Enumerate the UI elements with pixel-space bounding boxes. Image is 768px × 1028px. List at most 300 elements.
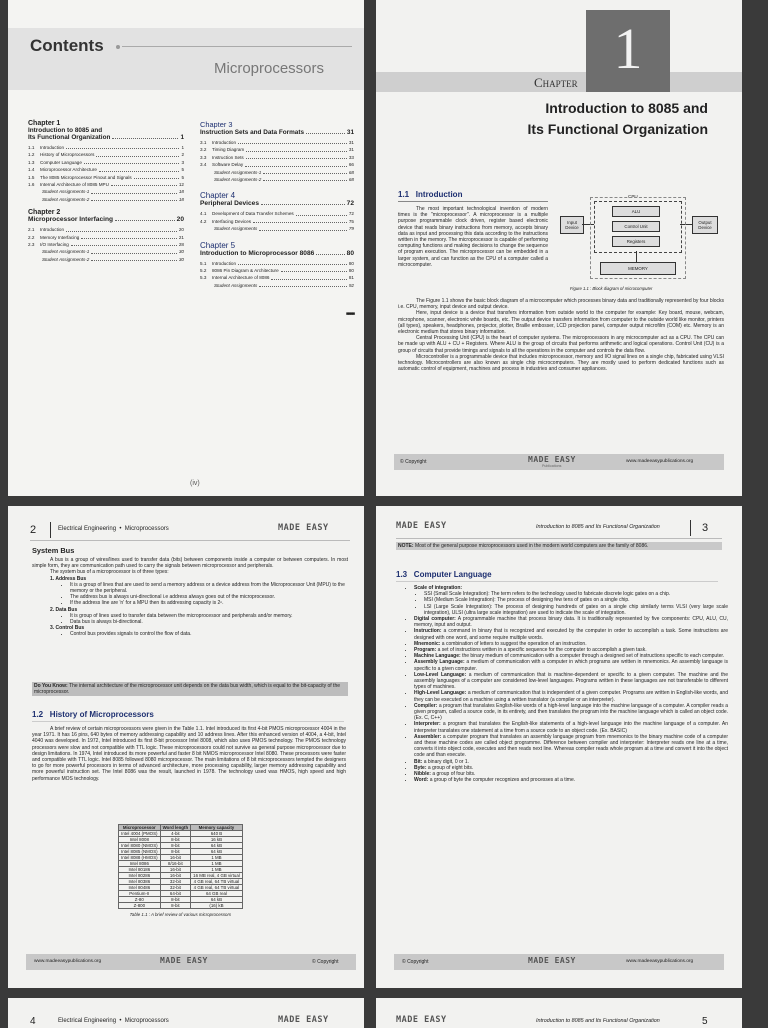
- table-cell: 4 GB real, 64 TB virtual: [191, 885, 243, 891]
- control-bus-list: [32, 631, 348, 637]
- toc-item-number: 2.1: [28, 227, 35, 233]
- footer-copyright: © Copyright: [400, 459, 427, 465]
- header-logo: MADE EASY: [396, 521, 447, 531]
- figure-caption: Figure 1.1 : Block diagram of microcomputer: [570, 286, 653, 291]
- toc-item-page: 68: [348, 177, 354, 183]
- toc-item-label: Microprocessor Architecture: [40, 167, 97, 173]
- table-cell: 32-bit: [160, 879, 191, 885]
- chapter-para-1: The most important technological invention of modern times is the "microprocessor". A microprocessor is a multiple purpose programmable clock driven, register based electronic device that reads binary instructions from memory, accepts binary data as input and processing this data according to the instructions written in the memory. The microprocessor is capable of performing computing functions and making decisions to change the sequence of program execution. The microprocessor can be embedded in a larger system, and can function as the CPU of a computer called a microcomputer.: [398, 206, 548, 268]
- system-bus-body: [32, 557, 348, 638]
- footer-logo: MADE EASY: [528, 956, 576, 965]
- toc-item-label: I/O Interfacing: [40, 242, 69, 248]
- definition-text: a medium of communication that is machine-dependent or specific to a given computer. The machine and the assembly languages of a computer are considered low-level languages. Programs written in these languages are not transferable to different types of machines.: [414, 671, 728, 691]
- definition-text: a program that translates the English-like statements of a high-level language into the machine language of a computer. An interpreter translates one statement at a time from a source code to an object code. (Ex. BASIC): [414, 721, 728, 734]
- chapter-word: Chapter: [534, 75, 578, 90]
- table-row: [119, 891, 243, 897]
- header-logo: MADE EASY: [278, 1015, 329, 1025]
- toc-leader-dots: [66, 231, 177, 232]
- table-cell: Intel 80286: [119, 873, 161, 879]
- toc-right-column: [200, 120, 354, 317]
- toc-chapter-page: 31: [346, 129, 354, 136]
- toc-item[interactable]: [200, 267, 354, 274]
- running-header: Introduction to 8085 and Its Functional Organization: [536, 524, 660, 530]
- toc-item-label: 8086 Pin Diagram & Architecture: [212, 268, 279, 274]
- toc-chapter-title: Instruction Sets and Data Formats: [200, 129, 305, 136]
- table-cell: 64 kB: [191, 897, 243, 903]
- toc-item[interactable]: [28, 166, 184, 173]
- toc-leader-dots: [263, 173, 347, 174]
- section-rule: [398, 201, 548, 202]
- toc-chapter-title: Introduction to Microprocessor 8086: [200, 249, 315, 257]
- table-cell: Z-80: [119, 897, 161, 903]
- data-bus-list: [32, 613, 348, 625]
- definition-text: a medium of communication with a computer in which programs are written in mnemonics. An assembly language is specific to a given computer.: [414, 659, 728, 672]
- definition-term: Digital computer:: [414, 616, 456, 623]
- system-bus-heading: System Bus: [32, 546, 75, 555]
- toc-leader-dots: [84, 163, 180, 164]
- contents-title-rule: [122, 46, 352, 47]
- definition-term: Assembly Language:: [414, 659, 465, 666]
- toc-chapter-3[interactable]: [200, 120, 354, 183]
- section-title: Introduction: [415, 190, 463, 199]
- definition-text: LSI (Large Scale Integration): The process of designing hundreds of gates on a single chip similarly terms VLSI (very large scale integration), ULSI (ultra large scale integration) are used to indicate the scale of integration.: [424, 603, 728, 616]
- toc-chapter-1[interactable]: [28, 120, 184, 203]
- definition-term: Assembler:: [414, 733, 442, 740]
- toc-leader-dots: [246, 151, 347, 152]
- toc-leader-dots: [91, 200, 177, 201]
- para-4-text: Central Processing Unit (CPU) is the heart of computer systems. The microprocessors in any microcomputer act as a CPU. The CPU can be made up with ALU + CU + Registers. Where ALU is the group of circuits that performs arithmetic and logical operations. Control Unit (CU) is a group of circuits that provide timings and signals to all the operations in the computer and controls the data flow.: [398, 335, 724, 354]
- microcomputer-block-diagram: [560, 194, 720, 294]
- table-cell: 8-bit: [160, 903, 191, 909]
- toc-item-label: Student Assignments-2: [42, 256, 90, 262]
- toc-item-label: Student Assignments-2: [42, 196, 90, 202]
- toc-item[interactable]: [200, 260, 354, 267]
- toc-leader-dots: [263, 180, 347, 181]
- header-divider: [50, 522, 51, 538]
- definition-term: Machine Language:: [414, 653, 461, 660]
- footer-url[interactable]: www.madeeasypublications.org: [34, 959, 102, 964]
- list-item: • It is group of lines used to transfer data between the microprocessor and peripherals and/or memory.: [70, 613, 348, 619]
- table-cell: Z-800: [119, 903, 161, 909]
- table-cell: Intel 80386: [119, 879, 161, 885]
- do-you-know-text: The internal architecture of the microprocessor unit depends on the data bus width, which is equal to the bit-capacity of the microprocessor.: [34, 683, 341, 696]
- table-cell: Intel 8086: [119, 861, 161, 867]
- toc-item[interactable]: [28, 159, 184, 166]
- toc-leader-dots: [66, 148, 179, 149]
- toc-chapter-label: Chapter 3: [200, 120, 233, 129]
- definition-item: [414, 659, 728, 671]
- toc-chapter-title-row: [200, 250, 354, 257]
- toc-item-page: 30: [178, 256, 184, 262]
- table-cell: 8-bit: [160, 897, 191, 903]
- toc-item-label: Student Assignments: [214, 226, 258, 232]
- toc-item-number: 1.5: [28, 174, 35, 180]
- alu-block: ALU: [612, 206, 660, 217]
- toc-leader-dots: [99, 171, 180, 172]
- definition-text: a group of four bits.: [430, 771, 476, 778]
- toc-chapter-2[interactable]: [28, 209, 184, 263]
- running-header: Electrical Engineering • Microprocessors: [58, 526, 169, 532]
- toc-item[interactable]: [200, 282, 354, 289]
- contents-title-dot: [116, 45, 120, 49]
- table-header-cell: Word length: [160, 825, 191, 831]
- definition-term: Byte:: [414, 764, 427, 771]
- list-item: • If the address line are 'n' for a MPU then its addressing capacity is 2ⁿ.: [70, 600, 348, 606]
- toc-item-label: Introduction: [40, 227, 65, 233]
- table-cell: 16-bit: [160, 867, 191, 873]
- table-cell: 8-bit: [160, 837, 191, 843]
- toc-leader-dots: [259, 230, 347, 231]
- definition-text: MSI (Medium Scale Integration): The process of designing few tens of gates on a single chip.: [424, 597, 630, 604]
- table-cell: 64 kB: [191, 849, 243, 855]
- toc-item[interactable]: [200, 225, 354, 232]
- toc-item-label: Internal Architecture of 8086: [212, 275, 270, 281]
- table-cell: 64 kB: [191, 843, 243, 849]
- toc-items: [200, 210, 354, 232]
- memory-block: MEMORY: [600, 262, 676, 275]
- contents-page: [8, 0, 364, 496]
- section-title: Computer Language: [413, 570, 492, 579]
- toc-item-page: 18: [178, 189, 184, 195]
- system-dashed-box: [590, 197, 686, 279]
- toc-leader-dots: [259, 286, 347, 287]
- table-cell: Intel 8085 (NMOS): [119, 849, 161, 855]
- list-item: • Control bus provides signals to control the flow of data.: [70, 631, 348, 637]
- table-caption: Table 1.1 : A brief review of various microprocessors: [129, 912, 232, 917]
- table-cell: 16-bit: [160, 855, 191, 861]
- table-cell: 8-bit: [160, 849, 191, 855]
- note-label: NOTE:: [398, 543, 414, 549]
- control-bus-heading: 3. Control Bus: [50, 625, 85, 632]
- toc-chapter-label: Chapter 5: [200, 240, 236, 250]
- table-row: [119, 903, 243, 909]
- footer-url[interactable]: www.madeeasypublications.org: [626, 959, 694, 964]
- toc-item-page: 3: [181, 159, 184, 165]
- definition-text: a command in binary that is recognized and executed by the computer in order to accomplish a task. Some instructions are designed with one word, and some require multiple words.: [414, 628, 728, 641]
- toc-chapter-page: 20: [176, 216, 184, 224]
- footer-copyright: © Copyright: [402, 959, 429, 965]
- toc-item[interactable]: [28, 181, 184, 188]
- definition-term: Compiler:: [414, 702, 438, 709]
- table-cell: 640 B: [191, 831, 243, 837]
- toc-item-number: 3.3: [200, 154, 207, 160]
- definition-item: [414, 616, 728, 628]
- microprocessor-table-wrap: [118, 824, 243, 917]
- toc-item[interactable]: [28, 151, 184, 158]
- list-item: • The address bus is always uni-directional i.e address always goes out of the microprocessor.: [70, 594, 348, 600]
- definition-item: [414, 672, 728, 691]
- definition-term: Interpreter:: [414, 721, 441, 728]
- table-cell: Intel 8080 (NMOS): [119, 843, 161, 849]
- table-header-row: [119, 825, 243, 831]
- toc-item[interactable]: [28, 256, 184, 263]
- section-rule: [32, 721, 344, 722]
- toc-chapter-title-row: [28, 134, 184, 141]
- toc-item-label: Introduction: [212, 260, 237, 266]
- toc-leader-dots: [91, 260, 177, 261]
- definition-term: Program:: [414, 647, 437, 654]
- toc-item-number: 1.4: [28, 167, 35, 173]
- toc-item[interactable]: [200, 139, 354, 146]
- definition-term: Bit:: [414, 758, 423, 765]
- registers-block: Registers: [612, 236, 660, 247]
- toc-item-page: 80: [348, 268, 354, 274]
- toc-item[interactable]: [200, 274, 354, 281]
- definition-text: a binary digit, 0 or 1.: [422, 758, 470, 765]
- header-logo: MADE EASY: [396, 1015, 447, 1025]
- bus-intro: A bus is a group of wires/lines used to transfer data (bits) between components inside a computer or between computers. In most simple form, they are communication path used to carry the signals between microprocessor and peripherals.: [32, 557, 348, 570]
- table-header-cell: Microprocessor: [119, 825, 161, 831]
- toc-item-number: 2.2: [28, 234, 35, 240]
- toc-item-page: 80: [348, 260, 354, 266]
- definition-item: [424, 604, 728, 616]
- running-header: Introduction to 8085 and Its Functional Organization: [536, 1018, 660, 1024]
- toc-chapter-title2: Its Functional Organization: [28, 134, 111, 141]
- toc-item-page: 66: [348, 162, 354, 168]
- definition-item: [414, 690, 728, 702]
- toc-item[interactable]: [200, 161, 354, 168]
- definition-item: [414, 703, 728, 722]
- toc-item[interactable]: [200, 218, 354, 225]
- toc-item[interactable]: [200, 154, 354, 161]
- chapter-number: 1: [613, 16, 643, 81]
- definition-text: the binary medium of communication with a computer through a designed set of instructions specific to each computer.: [460, 653, 725, 660]
- toc-item-label: Timing Diagram: [212, 147, 245, 153]
- toc-item-page: 31: [348, 147, 354, 153]
- footer-url[interactable]: www.madeeasypublications.org: [626, 459, 694, 464]
- page-number: 4: [30, 1016, 36, 1027]
- toc-item-label: Student Assignments-1: [42, 249, 90, 255]
- table-cell: 4 GB real, 64 TB virtual: [191, 879, 243, 885]
- footer-logo: MADE EASY: [160, 956, 208, 965]
- toc-leader-dots: [296, 215, 347, 216]
- page-number: 3: [702, 522, 709, 534]
- table-cell: 4-bit: [160, 831, 191, 837]
- toc-item-number: 4.1: [200, 211, 207, 217]
- toc-item[interactable]: [200, 210, 354, 217]
- toc-item-number: 1.2: [28, 152, 35, 158]
- toc-item-label: Development of Data Transfer Schemes: [212, 211, 294, 217]
- toc-leader-dots: [81, 238, 177, 239]
- table-cell: Pentium-II: [119, 891, 161, 897]
- table-cell: 8/16-bit: [160, 861, 191, 867]
- toc-item-page: 18: [178, 196, 184, 202]
- toc-chapter-title: Microprocessor Interfacing: [28, 216, 114, 224]
- definition-text: a group of byte the computer recognizes and processes at a time.: [428, 777, 576, 784]
- toc-items: [200, 260, 354, 290]
- toc-chapter-page: 72: [346, 200, 354, 208]
- do-you-know-label: Do You Know:: [34, 683, 68, 689]
- toc-leader-dots: [71, 245, 177, 246]
- do-you-know-box: [32, 682, 348, 696]
- definition-text: SSI (Small Scale Integration): The term refers to the technology used to fabricate discrete logic gates on a chip.: [424, 591, 671, 598]
- note-box: [396, 542, 722, 550]
- section-title: History of Microprocessors: [49, 710, 154, 719]
- toc-chapter-label: Chapter 1: [28, 120, 61, 127]
- para-5-text: Microcontroller is a programmable device that includes microprocessor, memory and I/O signal lines on a single chip, fabricated using VLSI technology. Microcontrollers are also known as single chip microcomputers. They are mostly used to perform dedicated functions such as automatic control of equipment, machines and process in industries and consumer appliances.: [398, 353, 724, 373]
- contents-title: Contents: [30, 36, 104, 55]
- note-text: Most of the general purpose microprocessors used in the modern world computers are the family of 8086.: [414, 543, 649, 549]
- table-row: [119, 885, 243, 891]
- toc-item[interactable]: [200, 146, 354, 153]
- toc-chapter-page: 80: [346, 249, 354, 257]
- toc-item-page: 33: [348, 154, 354, 160]
- definition-term: Word:: [414, 777, 429, 784]
- header-rule: [396, 538, 722, 539]
- toc-item-label: Memory Interfacing: [40, 234, 80, 240]
- toc-left-column: [28, 120, 184, 263]
- toc-item-page: 31: [348, 140, 354, 145]
- toc-chapter-title: Introduction to 8085 and: [28, 127, 103, 134]
- toc-item-page: 1: [181, 145, 184, 150]
- definition-term: Low-Level Language:: [414, 671, 467, 678]
- toc-item-label: Introduction: [212, 140, 237, 145]
- toc-item-number: 5.3: [200, 275, 207, 281]
- definition-item: [414, 734, 728, 759]
- toc-item-label: Interfacing Devices: [212, 218, 252, 224]
- toc-item-label: Introduction: [40, 145, 65, 150]
- definition-text: A programmable machine that process binary data. It is traditionally represented by five components: CPU, ALU, CU, memory, input and output.: [414, 616, 728, 629]
- definition-text: a set of instructions written in a specific sequence for the computer to accomplish a given task.: [436, 647, 647, 654]
- toc-leader-dots: [91, 193, 177, 194]
- toc-leader-dots: [281, 271, 347, 272]
- header-logo: MADE EASY: [278, 523, 329, 533]
- section-number: 1.1: [398, 190, 410, 199]
- toc-item[interactable]: [28, 248, 184, 255]
- toc-item-page: 79: [348, 226, 354, 232]
- toc-item-label: Software Delay: [212, 162, 244, 168]
- table-cell: 1 MB: [191, 861, 243, 867]
- toc-chapter-4[interactable]: [200, 191, 354, 232]
- definition-text: a combination of letters to suggest the operation of an instruction.: [440, 640, 587, 647]
- toc-item[interactable]: [28, 188, 184, 195]
- microprocessor-table: [118, 824, 243, 909]
- section-number: 1.2: [32, 710, 44, 719]
- toc-chapter-label: Chapter 4: [200, 191, 236, 201]
- input-device-block: Input Device: [560, 216, 584, 234]
- toc-leader-dots: [238, 264, 347, 265]
- definition-item: [414, 628, 728, 640]
- para-3-text: Here, input device is a device that transfers information from outside world to the computer for example: Key board, mouse, webcam, microphone, scanner, electronic white boards, etc. The output device transfers information from computer to the outside world like monitor, printers (all types), speakers, headphones, projector, plotter, Braille embosser, LCD projection panel, computer output microfilm (COM) etc. Memory is an electronic medium that stores binary information.: [398, 310, 724, 336]
- section-1-1-heading: [398, 190, 462, 199]
- toc-item-number: 1.6: [28, 182, 35, 188]
- page-3: [376, 506, 742, 988]
- table-cell: 16 kB: [191, 837, 243, 843]
- toc-item-number: 4.2: [200, 218, 207, 224]
- definition-term: Mnemonic:: [414, 640, 441, 647]
- toc-item-page: 81: [348, 275, 354, 281]
- toc-item[interactable]: [28, 234, 184, 241]
- page-number: 5: [702, 1016, 708, 1027]
- toc-item-page: 28: [178, 242, 184, 248]
- toc-item[interactable]: [28, 196, 184, 203]
- toc-leader-dots: [246, 158, 347, 159]
- table-cell: 16 MB real, 4 GB virtual: [191, 873, 243, 879]
- toc-item-page: 92: [348, 282, 354, 288]
- toc-item[interactable]: [200, 176, 354, 183]
- table-cell: Intel 80186: [119, 867, 161, 873]
- toc-item[interactable]: [200, 169, 354, 176]
- table-cell: 64-bit: [160, 891, 191, 897]
- chapter-para-2: [398, 298, 724, 372]
- definition-text: a program that translates English-like words of a high-level language into the machine language of a computer. A compiler reads a given program, called a source code, in its entirety, and then translates the program into the machine language which is called an object code. (Ex. C, C++): [414, 702, 728, 722]
- page-number: 2: [30, 524, 37, 536]
- toc-chapter-5[interactable]: [200, 241, 354, 290]
- chapter-page: [376, 0, 742, 496]
- toc-end-mark: ■■■■: [345, 311, 354, 318]
- toc-item-label: Internal Architecture of 8085 MPU: [40, 182, 109, 188]
- contents-folio: (iv): [190, 480, 200, 487]
- list-item: • Data bus is always bi-directional.: [70, 619, 348, 625]
- toc-item[interactable]: [28, 241, 184, 248]
- toc-item-number: 3.1: [200, 140, 207, 145]
- toc-leader-dots: [238, 143, 347, 144]
- toc-item-label: Student Assignments-2: [214, 177, 262, 183]
- table-header-cell: Memory capacity: [191, 825, 243, 831]
- para-2-text: The Figure 1.1 shows the basic block diagram of a microcomputer which processes binary data and traditionally represented by four blocks i.e. CPU, memory, input device and output device.: [398, 298, 724, 311]
- definition-text: a group of eight bits.: [426, 764, 474, 771]
- table-cell: Intel 8008: [119, 837, 161, 843]
- cpu-label: CPU: [628, 194, 638, 199]
- toc-item-label: Computer Language: [40, 159, 82, 165]
- toc-item-page: 75: [348, 218, 354, 224]
- definition-term: High-Level Language:: [414, 690, 467, 697]
- section-1-2-heading: [32, 710, 154, 719]
- toc-chapter-title: Peripheral Devices: [200, 200, 260, 208]
- header-rule: [30, 540, 350, 541]
- toc-leader-dots: [111, 185, 177, 186]
- data-bus-heading: 2. Data Bus: [50, 606, 78, 613]
- toc-item-page: 30: [178, 249, 184, 255]
- toc-leader-dots: [134, 178, 180, 179]
- table-cell: 1 MB: [191, 867, 243, 873]
- toc-item-label: Student Assignments: [214, 282, 258, 288]
- toc-item-number: 2.3: [28, 242, 35, 248]
- table-cell: 64 GB real: [191, 891, 243, 897]
- definition-item: [414, 721, 728, 733]
- address-bus-list: [32, 582, 348, 607]
- footer-logo-sub: Publications: [542, 464, 562, 468]
- section-number: 1.3: [396, 570, 408, 579]
- table-cell: 1 MB: [191, 855, 243, 861]
- contents-subject: Microprocessors: [214, 60, 325, 77]
- toc-chapter-title-row: [200, 200, 354, 207]
- toc-item-label: History of Microprocessors: [40, 152, 95, 158]
- section-1-3-heading: [396, 570, 492, 579]
- toc-chapter-page: 1: [180, 134, 184, 141]
- section-rule: [396, 581, 718, 582]
- toc-item-page: 21: [178, 234, 184, 240]
- toc-item-page: 5: [181, 174, 184, 180]
- toc-item-page: 5: [181, 167, 184, 173]
- table-row: [119, 879, 243, 885]
- toc-item[interactable]: [28, 144, 184, 151]
- toc-leader-dots: [271, 279, 346, 280]
- table-cell: Intel 4004 (PMOS): [119, 831, 161, 837]
- toc-chapter-label: Chapter 2: [28, 209, 61, 217]
- table-cell: Intel 8088 (HMOS): [119, 855, 161, 861]
- toc-item[interactable]: [28, 174, 184, 181]
- toc-item-label: The 8085 Microprocessor Pinout and Signals: [40, 174, 132, 180]
- definition-term: Nibble:: [414, 771, 431, 778]
- toc-item-number: 3.4: [200, 162, 207, 168]
- toc-item-page: 20: [178, 227, 184, 233]
- toc-item[interactable]: [28, 226, 184, 233]
- toc-item-page: 12: [178, 182, 184, 188]
- toc-item-number: 5.1: [200, 260, 207, 266]
- toc-leader-dots: [245, 166, 347, 167]
- definitions-list: [404, 585, 728, 784]
